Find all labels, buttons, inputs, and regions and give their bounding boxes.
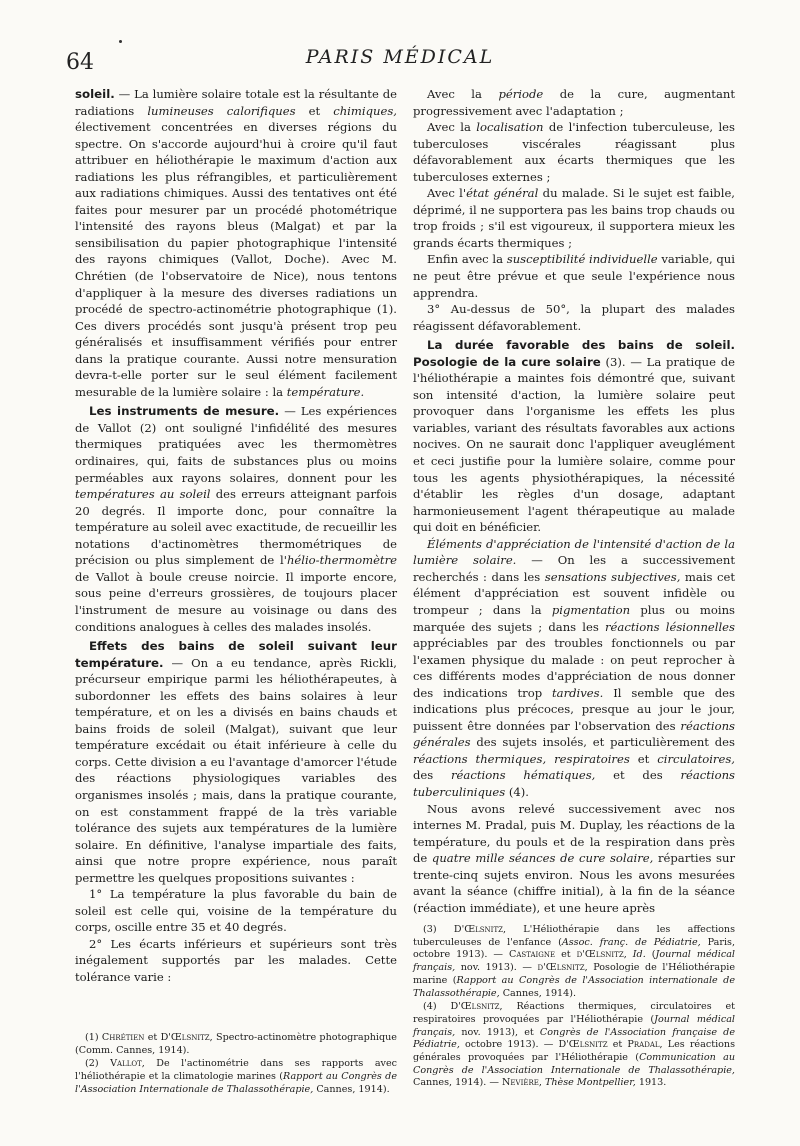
section-heading: La durée favorable des bains de soleil. Posologie de la cure solaire [413, 338, 735, 369]
paragraph-localisation: Avec la localisation de l'infection tuberculeuse, les tuberculoses viscérales réagissant plus défavorablement aux écarts thermiques que les tuberculoses externes ; [413, 120, 735, 184]
paragraph-elements: Éléments d'appréciation de l'intensité d'action de la lumière solaire. — On les a successivement recherchés : dans les sensations subjectives, mais cet élément d'appréciation est souvent infidèle ou trompeur ; dans la pigmentation plus ou moins marquée des sujets ; dans les réactions lésionnelles appréciables par des troubles fonctionnels ou par l'examen physique du malade : on peut reprocher à ces différents modes d'appréciation de nous donner des indications trop tardives. Il semble que des indications plus précoces, presque au jour le jour, puissent être données par l'observation des réactions générales des sujets insolés, et particulièrement des réactions thermiques, respiratoires et circulatoires, des réactions hématiques, et des réactions tuberculiniques (4). [413, 536, 736, 799]
footnotes-left [75, 1032, 397, 1098]
paragraph-releves: Nous avons relevé successivement avec nos internes M. Pradal, puis M. Duplay, les réactions de la température, du pouls et de la respiration dans près de quatre mille séances de cure solaire, réparties sur trente-cinq sujets environ. Nous les avons mesurées avant la séance (chiffre initial), à la fin de la séance (réaction immédiate), et une heure après [413, 801, 735, 915]
page-number: 64 [66, 50, 94, 75]
paragraph-susceptibilite: Enfin avec la susceptibilité individuelle variable, qui ne peut être prévue et que seule l'expérience nous apprendra. [413, 252, 735, 300]
footnote-1: (1) Chrétien et D'Œlsnitz, Spectro-actinomètre photographique (Comm. Cannes, 1914). [75, 1032, 397, 1056]
section-heading: Effets des bains de soleil suivant leur température. [75, 639, 397, 670]
running-title: PARIS MÉDICAL [305, 46, 495, 68]
paragraph-effets: Effets des bains de soleil suivant leur température. — On a eu tendance, après Rickli, précurseur empirique parmi les héliothérapeutes, à subordonner les effets des bains solaires à leur température, et on les a divisés en bains chauds et bains froids de soleil (Malgat), suivant que leur température excédait ou était inférieure à celle du corps. Cette division a eu l'avantage d'amorcer l'étude des réactions physiologiques variables des organismes insolés ; mais, dans la pratique courante, on est constamment frappé de la très variable tolérance des sujets aux températures de la lumière solaire. En définitive, l'analyse impartiale des faits, ainsi que notre propre expérience, nous paraît permettre les quelques propositions suivantes : [75, 639, 397, 885]
right-column [413, 86, 735, 916]
print-speck [119, 40, 122, 43]
paragraph-etat-general: Avec l'état général du malade. Si le sujet est faible, déprimé, il ne supportera pas les bains trop chauds ou trop froids ; s'il est vigoureux, il supportera mieux les grands écarts thermiques ; [413, 186, 735, 250]
paragraph-instruments: Les instruments de mesure. — Les expériences de Vallot (2) ont souligné l'infidélité des mesures thermiques pratiquées avec les thermomètres ordinaires, qui, faits de substances plus ou moins perméables aux rayons solaires, donnent pour les températures au soleil des erreurs atteignant parfois 20 degrés. Il importe donc, pour connaître la température au soleil avec exactitude, de recueillir les notations d'actinomètres thermométriques de précision ou plus simplement de l'hélio-thermomètre de Vallot à boule creuse noircie. Il importe encore, sous peine d'erreurs grossières, de toujours placer l'instrument de mesure au voisinage ou dans des conditions analogues à celles des malades insolés. [75, 404, 397, 634]
footnote-2: (2) Vallot, De l'actinométrie dans ses rapports avec l'héliothérapie et la climatologie marines (Rapport au Congrès de l'Association Internationale de Thalassothérapie, Cannes, 1914). [75, 1058, 398, 1095]
section-heading: Les instruments de mesure. [89, 404, 280, 419]
proposition-3: 3° Au-dessus de 50°, la plupart des malades réagissent défavorablement. [413, 302, 735, 333]
left-column [75, 86, 397, 986]
proposition-1: 1° La température la plus favorable du bain de soleil est celle qui, voisine de la température du corps, oscille entre 35 et 40 degrés. [75, 887, 397, 935]
proposition-2: 2° Les écarts inférieurs et supérieurs sont très inégalement supportés par les malades. Cette tolérance varie : [75, 936, 397, 984]
paragraph-soleil: soleil. — La lumière solaire totale est la résultante de radiations lumineuses calorifiques et chimiques, électivement concentrées en diverses régions du spectre. On s'accorde aujourd'hui à croire qu'il faut attribuer en héliothérapie le maximum d'action aux radiations les plus réfrangibles, et particulièrement aux radiations chimiques. Aussi des tentatives ont été faites pour mesurer par un procédé photométrique l'intensité des rayons bleus (Malgat) et par la sensibilisation du papier photographique l'intensité des rayons chimiques (Vallot, Doche). Avec M. Chrétien (de l'observatoire de Nice), nous tentons d'appliquer à la mesure des diverses radiations un procédé de spectro-actinométrie photographique (1). Ces divers procédés sont jusqu'à présent trop peu généralisés et insuffisamment vérifiés pour entrer dans la pratique courante. Aussi notre mensuration devra-t-elle porter sur le seul élément facilement mesurable de la lumière solaire : la température. [75, 87, 397, 399]
footnotes-right [413, 924, 735, 1091]
paragraph-periode: Avec la période de la cure, augmentant progressivement avec l'adaptation ; [413, 87, 735, 118]
footnote-3: (3) D'Œlsnitz, L'Héliothérapie dans les affections tuberculeuses de l'enfance (Assoc. franç. de Pédiatrie, Paris, octobre 1913). — Castaigne et d'Œlsnitz, Id. (Journal médical français, nov. 1913). — d'Œlsnitz, Posologie de l'Héliothérapie marine (Rapport au Congrès de l'Association internationale de Thalassothérapie, Cannes, 1914). [413, 924, 736, 999]
footnote-4: (4) D'Œlsnitz, Réactions thermiques, circulatoires et respiratoires provoquées par l'Héliothérapie (Journal médical français, nov. 1913), et Congrès de l'Association française de Pédiatrie, octobre 1913). — D'Œlsnitz et Pradal, Les réactions générales provoquées par l'Héliothérapie (Communication au Congrès de l'Association Internationale de Thalassothérapie, Cannes, 1914). — Nevière, Thèse Montpellier, 1913. [413, 1001, 736, 1089]
paragraph-duree: La durée favorable des bains de soleil. Posologie de la cure solaire (3). — La pratique de l'héliothérapie a maintes fois démontré que, suivant son intensité d'action, la lumière solaire peut provoquer dans l'organisme les effets les plus variables, variant des résultats favorables aux actions nocives. On ne saurait donc l'appliquer aveuglément et ceci justifie pour la lumière solaire, comme pour tous les agents physiothérapiques, la nécessité d'établir les règles d'un dosage, adaptant harmonieusement l'agent thérapeutique au malade qui doit en bénéficier. [413, 338, 735, 535]
